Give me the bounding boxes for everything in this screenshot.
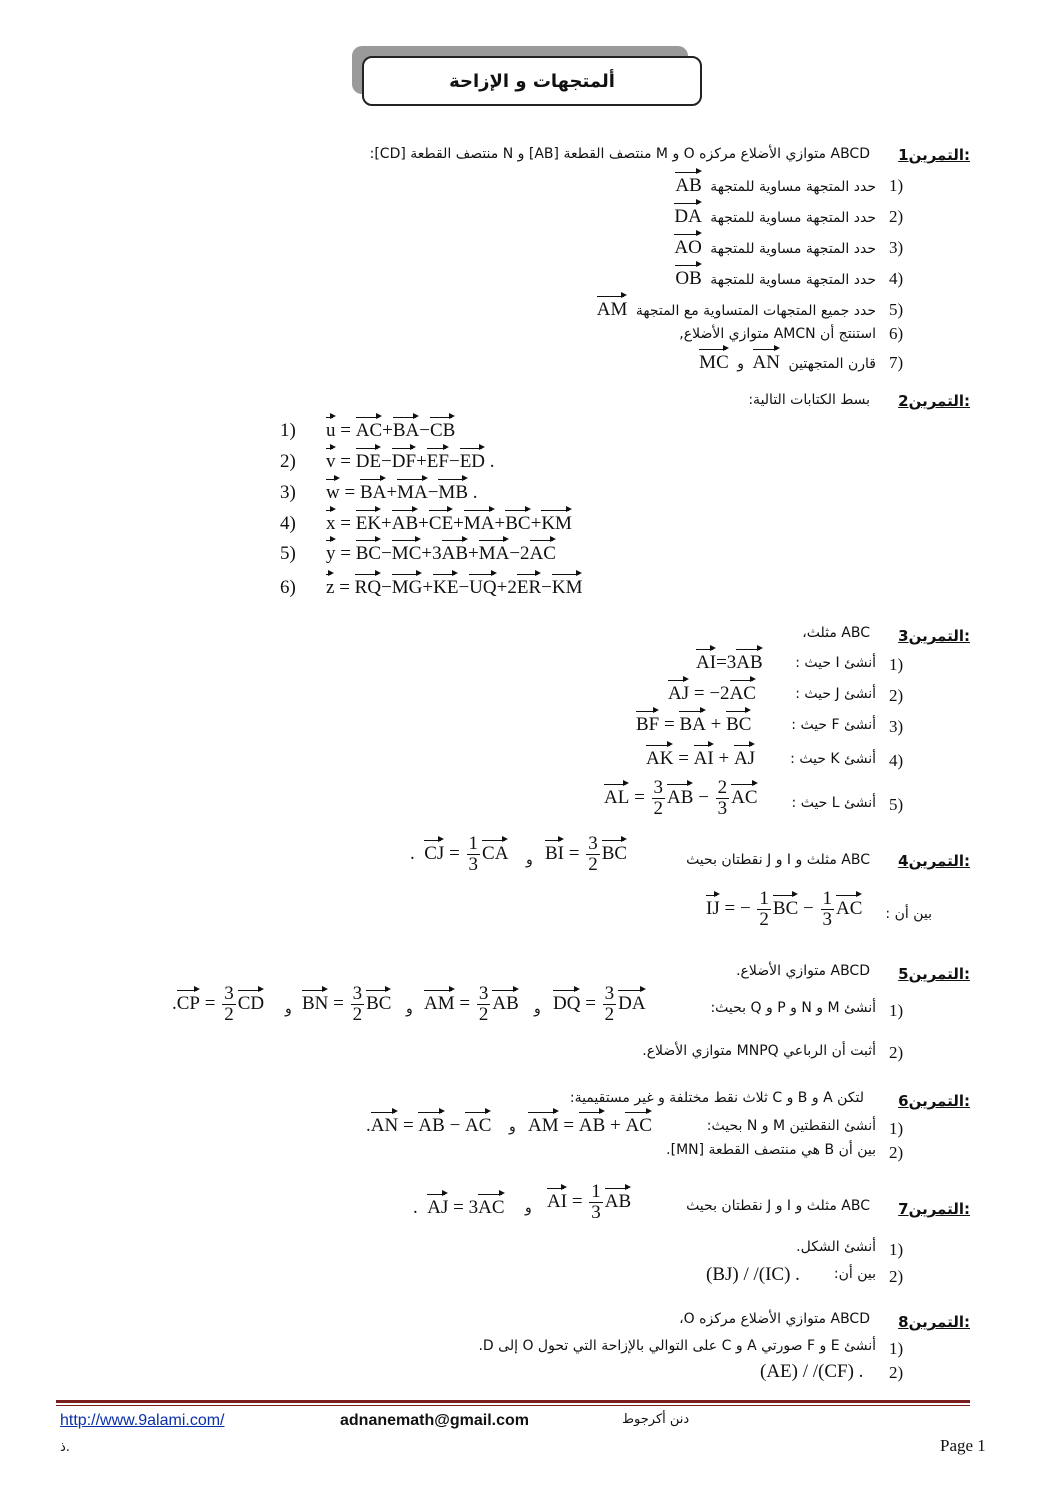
- vector-da: DA: [674, 206, 702, 227]
- vector-ai: AI: [696, 652, 717, 673]
- ex2-expression-4: x = EK+AB+CE+MA+BC+KM: [326, 513, 572, 534]
- ex5-eq-bn: BN = $\frac{3}{2}$ BC: [302, 983, 392, 1025]
- vector-mc: MC: [699, 352, 729, 373]
- ex5-and-3: و: [285, 1001, 292, 1017]
- ex4-eq-2: . CJ = $\frac{1}{3}$ CA: [410, 833, 509, 875]
- ex3-text-5: أنشئ L حيث :: [791, 795, 876, 811]
- ex1-item-7: قارن المتجهتين AN و MC: [699, 352, 876, 373]
- ex2-expression-6: z = RQ−MG+KE−UQ+2ER−KM: [326, 577, 583, 598]
- page-title: ألمتجهات و الإزاحة: [362, 56, 702, 106]
- ex6-num-2: 2): [889, 1143, 904, 1162]
- ex3-eq-4: AK = AI + AJ: [646, 748, 756, 769]
- ex3-eq-1: AI=3AB: [696, 652, 763, 673]
- ex1-num-2: 2): [889, 207, 904, 226]
- exercise-3-statement: ABC مثلث،: [802, 625, 870, 641]
- footer-rule-thin: [56, 1405, 970, 1406]
- ex5-and-2: و: [406, 1001, 413, 1017]
- exercise-1-label: التمرين1:: [898, 146, 970, 164]
- ex4-and: و: [526, 852, 533, 868]
- ex7-item-1: أنشئ الشكل.: [796, 1239, 876, 1255]
- ex1-item-5: حدد جميع المتجهات المتساوية مع المتجهة AM: [596, 299, 876, 320]
- ex2-num-1: 1): [280, 420, 296, 441]
- exercise-5-label: التمرين5:: [898, 965, 970, 983]
- ex3-text-4: أنشئ K حيث :: [790, 751, 876, 767]
- ex7-item-2: بين أن:: [833, 1266, 876, 1282]
- ex5-item-2: أثبت أن الرباعي MNPQ متوازي الأضلاع.: [642, 1043, 876, 1059]
- ex3-text-3: أنشئ F حيث :: [791, 717, 876, 733]
- ex1-item-4: حدد المتجهة مساوية للمتجهة OB: [675, 268, 876, 289]
- ex3-num-5: 5): [889, 795, 904, 814]
- ex5-and-1: و: [534, 1001, 541, 1017]
- exercise-2-statement: بسط الكتابات التالية:: [748, 392, 870, 408]
- ex3-num-3: 3): [889, 717, 904, 736]
- exercise-7-label: التمرين7:: [898, 1200, 970, 1218]
- exercise-4-statement: ABC مثلث و I و J نقطتان بحيث: [686, 852, 870, 868]
- vector-ab: AB: [675, 175, 702, 196]
- ex7-and: و: [525, 1200, 532, 1216]
- ex8-num-2: 2): [889, 1363, 904, 1382]
- exercise-3-label: التمرين3:: [898, 627, 970, 645]
- ex8-item-1: أنشئ E و F صورتي A و C على التوالي بالإزاحة التي تحول O إلى D.: [478, 1338, 876, 1354]
- exercise-7-statement: ABC مثلث و I و J نقطتان بحيث: [686, 1198, 870, 1214]
- ex3-num-4: 4): [889, 751, 904, 770]
- ex5-eq-dq: DQ = $\frac{3}{2}$ DA: [553, 983, 646, 1025]
- exercise-5-statement: ABCD متوازي الأضلاع.: [736, 963, 870, 979]
- ex3-text-2: أنشئ J حيث :: [795, 686, 876, 702]
- ex3-text-1: أنشئ I حيث :: [795, 655, 876, 671]
- ex3-num-2: 2): [889, 686, 904, 705]
- vector-am: AM: [596, 299, 628, 320]
- ex2-expression-5: y = BC−MC+3AB+MA−2AC: [326, 543, 556, 564]
- ex3-eq-5: AL = $\frac{3}{2}$ AB − $\frac{2}{3}$ AC: [604, 777, 758, 819]
- vector-ao: AO: [674, 237, 702, 258]
- ex8-num-1: 1): [889, 1339, 904, 1358]
- ex1-item-2: حدد المتجهة مساوية للمتجهة DA: [674, 206, 876, 227]
- ex5-num-2: 2): [889, 1043, 904, 1062]
- ex4-eq-3: IJ = − $\frac{1}{2}$ BC − $\frac{1}{3}$ AC: [706, 888, 863, 930]
- exercise-4-label: التمرين4:: [898, 852, 970, 870]
- ex2-expression-2: v = DE−DF+EF−ED .: [326, 451, 495, 472]
- ex6-item-2: بين أن B هي منتصف القطعة [MN].: [666, 1142, 876, 1158]
- ex2-num-6: 6): [280, 577, 296, 598]
- ex1-num-4: 4): [889, 269, 904, 288]
- ex2-expression-1: u = AC+BA−CB: [326, 420, 456, 441]
- ex1-item-3: حدد المتجهة مساوية للمتجهة AO: [674, 237, 876, 258]
- ex5-num-1: 1): [889, 1001, 904, 1020]
- ex5-eq-am: AM = $\frac{3}{2}$ AB: [424, 983, 519, 1025]
- footer-website-link[interactable]: http://www.9alami.com/: [60, 1412, 225, 1429]
- ex7-eq-2: . AJ = 3AC: [413, 1197, 505, 1218]
- ex6-and: و: [509, 1119, 516, 1135]
- exercise-8-label: التمرين8:: [898, 1313, 970, 1331]
- vector-aj: AJ: [668, 683, 690, 704]
- ex7-num-1: 1): [889, 1240, 904, 1259]
- ex1-num-1: 1): [889, 176, 904, 195]
- ex6-num-1: 1): [889, 1119, 904, 1138]
- ex2-num-5: 5): [280, 543, 296, 564]
- ex8-item-2-math: (AE) / /(CF) .: [760, 1361, 864, 1382]
- ex3-eq-2: AJ = −2AC: [668, 683, 756, 704]
- exercise-6-statement: لتكن A و B و C ثلاث نقط مختلفة و غير مستقيمية:: [569, 1090, 864, 1106]
- footer-email: adnanemath@gmail.com: [340, 1412, 529, 1429]
- vector-ob: OB: [675, 268, 702, 289]
- ex2-num-2: 2): [280, 451, 296, 472]
- ex1-item-6: استنتج أن AMCN متوازي الأضلاع,: [679, 326, 876, 342]
- vector-ab: AB: [736, 652, 763, 673]
- ex6-item-1: أنشئ النقطتين M و N بحيث:: [706, 1118, 876, 1134]
- ex2-expression-3: w = BA+MA−MB .: [326, 482, 478, 503]
- exercise-8-statement: ABCD متوازي الأضلاع مركزه O،: [679, 1311, 870, 1327]
- ex7-eq-1: AI = $\frac{1}{3}$ AB: [547, 1181, 632, 1223]
- ex1-item-1: حدد المتجهة مساوية للمتجهة AB: [675, 175, 876, 196]
- ex7-item-2-math: (BJ) / /(IC) .: [706, 1264, 800, 1285]
- ex2-num-3: 3): [280, 482, 296, 503]
- page-number: Page 1: [940, 1436, 986, 1455]
- footer-initial: ذ.: [60, 1440, 70, 1455]
- ex3-eq-3: BF = BA + BC: [636, 714, 752, 735]
- vector-ac: AC: [729, 683, 756, 704]
- ex3-num-1: 1): [889, 655, 904, 674]
- ex1-num-7: 7): [889, 353, 904, 372]
- ex6-eq-am: AM = AB + AC: [528, 1115, 652, 1136]
- ex2-num-4: 4): [280, 513, 296, 534]
- vector-an: AN: [752, 352, 780, 373]
- ex5-item-1: أنشئ M و N و P و Q بحيث:: [710, 1000, 876, 1016]
- ex1-num-3: 3): [889, 238, 904, 257]
- footer-rule-thick: [56, 1400, 970, 1403]
- footer-author: دنن أكرجوط: [622, 1412, 690, 1427]
- ex1-num-5: 5): [889, 300, 904, 319]
- exercise-6-label: التمرين6:: [898, 1092, 970, 1110]
- ex4-show: بين أن :: [885, 906, 932, 922]
- ex5-eq-cp: .CP = $\frac{3}{2}$ CD: [172, 983, 265, 1025]
- ex4-eq-1: BI = $\frac{3}{2}$ BC: [545, 833, 628, 875]
- exercise-1-statement: ABCD متوازي الأضلاع مركزه O و M منتصف القطعة [AB] و N منتصف القطعة [CD]:: [369, 146, 870, 162]
- ex7-num-2: 2): [889, 1267, 904, 1286]
- ex6-eq-an: .AN = AB − AC: [366, 1115, 492, 1136]
- ex1-num-6: 6): [889, 324, 904, 343]
- exercise-2-label: التمرين2:: [898, 392, 970, 410]
